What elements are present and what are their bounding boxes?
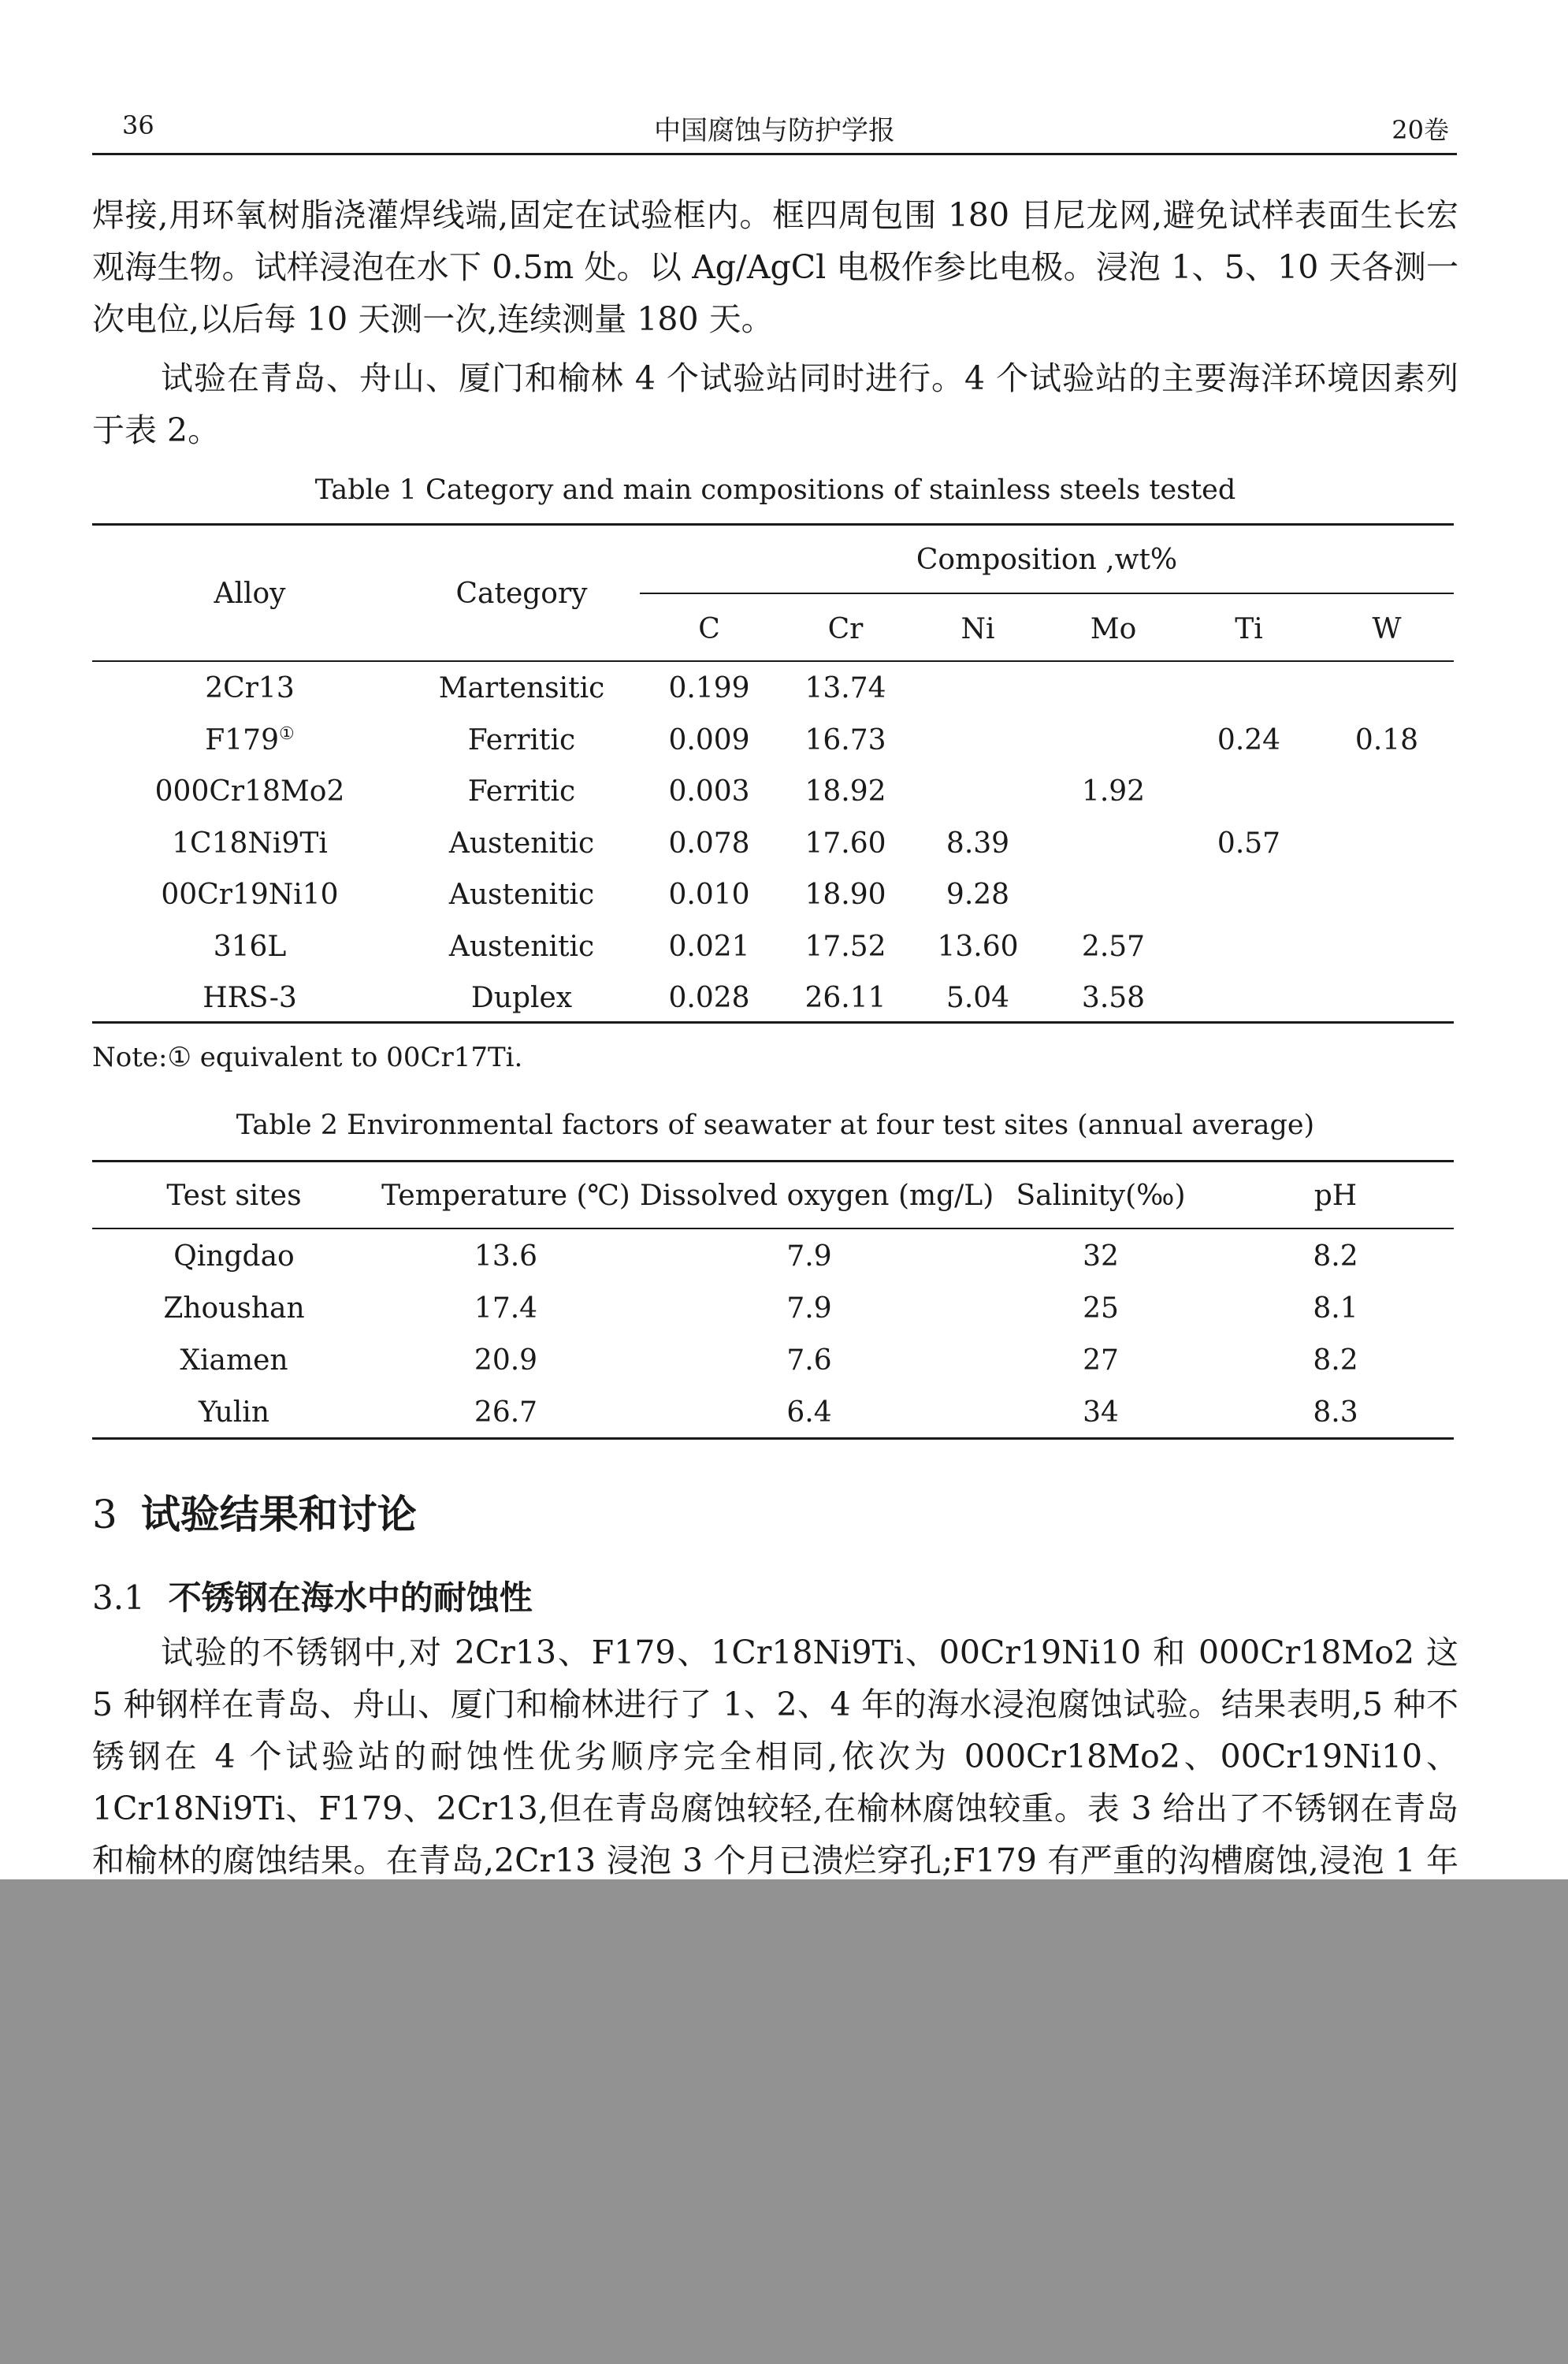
table2-cell-oxygen: 6.4 xyxy=(786,1396,832,1429)
intro-paragraph-2: 试验在青岛、舟山、厦门和榆林 4 个试验站同时进行。4 个试验站的主要海洋环境因素列于表 2。 xyxy=(92,359,1458,449)
section-3-number: 3 xyxy=(92,1492,117,1537)
table1-cell-Cr: 26.11 xyxy=(804,982,886,1014)
table1-cell-C: 0.021 xyxy=(668,930,750,963)
table1-note: Note:① equivalent to 00Cr17Ti. xyxy=(92,1042,523,1073)
table1-cell-C: 0.003 xyxy=(668,775,750,808)
table1-cell-Ni: 13.60 xyxy=(937,930,1019,963)
results-paragraph: 试验的不锈钢中,对 2Cr13、F179、1Cr18Ni9Ti、00Cr19Ni10 和 000Cr18Mo2 这 5 种钢样在青岛、舟山、厦门和榆林进行了 1、2、4 年的海水浸泡腐蚀试验。结果表明,5 种不锈钢在 4 个试验站的耐蚀性优劣顺序完全相同,依次为 000Cr18Mo2、00Cr19Ni10、1Cr18Ni9Ti、F179、2Cr13,但在青岛腐蚀较轻,在榆林腐蚀较重。表 3 给出了不锈钢在青岛和榆林的腐蚀结果。在青岛,2Cr13 浸泡 3 个月已溃烂穿孔;F179 有严重的沟槽腐蚀,浸泡 1 年 xyxy=(92,1634,1459,1879)
table2-cell-site: Qingdao xyxy=(173,1240,295,1273)
table2-cell-site: Xiamen xyxy=(180,1344,288,1377)
table1-cell-alloy: 000Cr18Mo2 xyxy=(154,775,345,808)
table1-cell-Ti: 0.57 xyxy=(1217,827,1281,860)
journal-title: 中国腐蚀与防护学报 xyxy=(654,115,895,147)
table2-header-rule xyxy=(92,1228,1454,1229)
table2-cell-salinity: 32 xyxy=(1083,1240,1119,1273)
table1-bottom-rule xyxy=(92,1021,1454,1024)
table2-bottom-rule xyxy=(92,1437,1454,1440)
table1-header-C: C xyxy=(698,613,720,645)
table1-caption: Table 1 Category and main compositions of stainless steels tested xyxy=(314,474,1236,506)
header-rule xyxy=(92,153,1457,155)
table2-cell-temperature: 17.4 xyxy=(474,1292,538,1325)
table1-header-composition: Composition ,wt% xyxy=(916,544,1178,576)
table1-cell-Cr: 13.74 xyxy=(804,672,886,704)
table2-cell-ph: 8.2 xyxy=(1313,1344,1358,1377)
table1-cell-Ni: 9.28 xyxy=(946,879,1010,911)
table1-cell-alloy: 316L xyxy=(213,930,287,963)
table1-cell-alloy: HRS-3 xyxy=(203,982,297,1014)
table2-header-temperature: Temperature (℃) xyxy=(381,1180,630,1212)
table1-header-alloy: Alloy xyxy=(214,578,286,610)
table2-cell-ph: 8.2 xyxy=(1313,1240,1358,1273)
table1-header-Mo: Mo xyxy=(1090,613,1137,645)
table1-cell-Ni: 5.04 xyxy=(946,982,1010,1014)
volume-label: 20卷 xyxy=(1392,115,1449,145)
table1-cell-category: Austenitic xyxy=(448,879,595,911)
table1-cell-category: Austenitic xyxy=(448,827,595,860)
table1-cell-C: 0.028 xyxy=(668,982,750,1014)
table1-cell-Ti: 0.24 xyxy=(1217,723,1281,756)
table2-header-ph: pH xyxy=(1313,1180,1358,1212)
table1-cell-category: Martensitic xyxy=(438,672,605,704)
table2-cell-temperature: 26.7 xyxy=(474,1396,538,1429)
table2-cell-oxygen: 7.6 xyxy=(786,1344,832,1377)
section-3-title: 试验结果和讨论 xyxy=(140,1492,417,1537)
table2-header-oxygen: Dissolved oxygen (mg/L) xyxy=(640,1180,994,1212)
table1-header-Ni: Ni xyxy=(960,613,995,645)
table1-cell-category: Austenitic xyxy=(448,930,595,963)
intro-paragraph-1: 焊接,用环氧树脂浇灌焊线端,固定在试验框内。框四周包围 180 目尼龙网,避免试样表面生长宏观海生物。试样浸泡在水下 0.5m 处。以 Ag/AgCl 电极作参比电极。浸泡 1、5、10 天各测一次电位,以后每 10 天测一次,连续测量 180 天。 xyxy=(92,196,1458,338)
table1-cell-Mo: 3.58 xyxy=(1081,982,1146,1014)
table2-cell-site: Zhoushan xyxy=(163,1292,305,1325)
table2-cell-ph: 8.1 xyxy=(1313,1292,1358,1325)
table1-header-category: Category xyxy=(455,578,588,610)
table1-cell-Mo: 2.57 xyxy=(1081,930,1146,963)
table1-cell-alloy: F179① xyxy=(205,723,295,756)
footnote-marker: ① xyxy=(278,723,295,744)
table1-cell-category: Ferritic xyxy=(467,775,576,808)
table2-cell-salinity: 34 xyxy=(1083,1396,1119,1429)
table2-cell-salinity: 27 xyxy=(1083,1344,1119,1377)
table1-cell-W: 0.18 xyxy=(1354,723,1419,756)
section-3-1-number: 3.1 xyxy=(92,1578,145,1617)
table2-cell-salinity: 25 xyxy=(1083,1292,1119,1325)
table1-cell-C: 0.010 xyxy=(668,879,750,911)
table1-header-rule xyxy=(92,660,1454,662)
table2-cell-site: Yulin xyxy=(198,1396,270,1429)
table2-top-rule xyxy=(92,1160,1454,1162)
table2-cell-ph: 8.3 xyxy=(1313,1396,1358,1429)
page-header xyxy=(92,104,1457,151)
table1-header-Cr: Cr xyxy=(827,613,864,645)
table1-composition-rule xyxy=(640,593,1454,594)
table2-caption: Table 2 Environmental factors of seawater at four test sites (annual average) xyxy=(236,1110,1315,1141)
table2-header-salinity: Salinity(‰) xyxy=(1016,1180,1186,1212)
table1-cell-category: Ferritic xyxy=(467,723,576,756)
table1-cell-alloy: 1C18Ni9Ti xyxy=(172,827,328,860)
table1-top-rule xyxy=(92,523,1454,526)
section-3-heading xyxy=(92,1483,417,1540)
table1-cell-Cr: 16.73 xyxy=(804,723,886,756)
table1-cell-Cr: 18.90 xyxy=(804,879,886,911)
table1-header-Ti: Ti xyxy=(1235,613,1263,645)
table1-cell-Ni: 8.39 xyxy=(946,827,1010,860)
table2-cell-temperature: 13.6 xyxy=(474,1240,538,1273)
table2-cell-temperature: 20.9 xyxy=(474,1344,538,1377)
table1-cell-alloy: 00Cr19Ni10 xyxy=(161,879,339,911)
table1-cell-Cr: 17.52 xyxy=(804,930,886,963)
table1-cell-Mo: 1.92 xyxy=(1081,775,1146,808)
table1-header-W: W xyxy=(1372,613,1402,645)
scan-gray-area xyxy=(0,1879,1568,2364)
table1-cell-Cr: 17.60 xyxy=(804,827,886,860)
table2-header-sites: Test sites xyxy=(166,1180,302,1212)
table1-cell-alloy: 2Cr13 xyxy=(205,672,295,704)
section-3-1-heading xyxy=(92,1572,533,1619)
table1-cell-C: 0.078 xyxy=(668,827,750,860)
table2-cell-oxygen: 7.9 xyxy=(786,1240,832,1273)
table1-cell-C: 0.009 xyxy=(668,723,750,756)
table1-cell-Cr: 18.92 xyxy=(804,775,886,808)
table1-cell-C: 0.199 xyxy=(668,672,750,704)
section-3-1-title: 不锈钢在海水中的耐蚀性 xyxy=(168,1578,533,1617)
table1-cell-category: Duplex xyxy=(470,982,573,1014)
table2-cell-oxygen: 7.9 xyxy=(786,1292,832,1325)
page-number: 36 xyxy=(122,110,154,140)
